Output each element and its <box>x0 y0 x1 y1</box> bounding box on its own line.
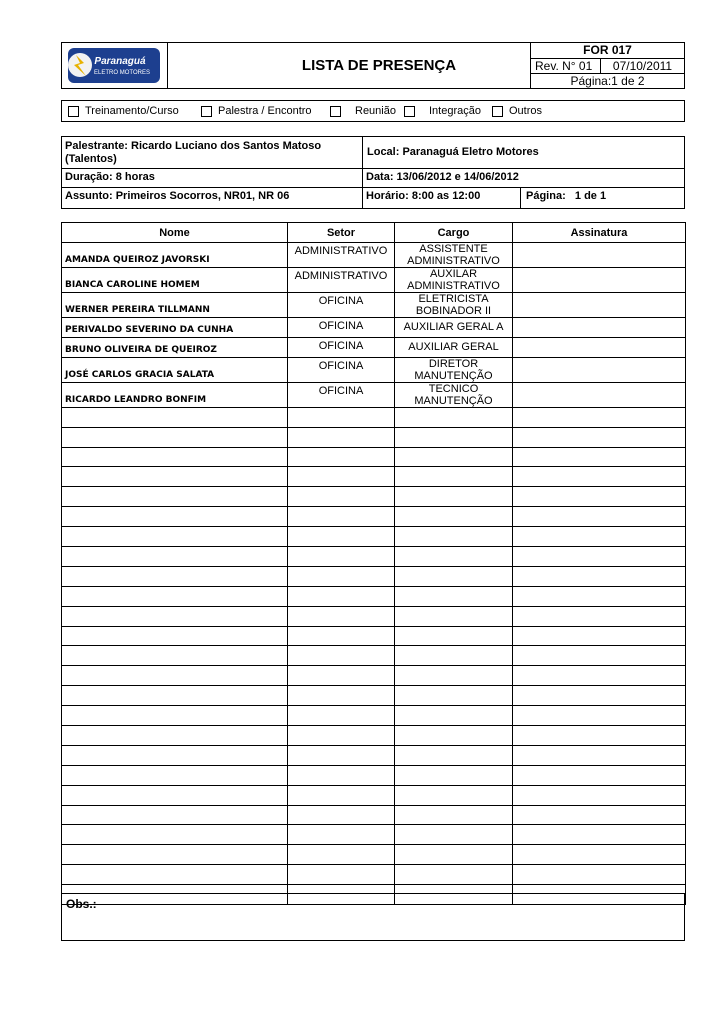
table-row <box>62 566 686 586</box>
signature-cell[interactable] <box>513 467 686 487</box>
checkbox-label: Integração <box>429 105 481 117</box>
empty-sector-cell[interactable] <box>288 686 395 706</box>
empty-name-cell[interactable] <box>62 785 288 805</box>
signature-cell[interactable] <box>513 447 686 467</box>
empty-role-cell[interactable] <box>395 606 513 626</box>
checkbox-box[interactable] <box>404 106 415 117</box>
empty-role-cell[interactable] <box>395 785 513 805</box>
empty-name-cell[interactable] <box>62 825 288 845</box>
table-row <box>62 382 686 407</box>
empty-role-cell[interactable] <box>395 865 513 885</box>
empty-name-cell[interactable] <box>62 547 288 567</box>
attendee-sector: OFICINA <box>288 337 395 357</box>
signature-cell[interactable] <box>513 726 686 746</box>
signature-cell[interactable] <box>513 865 686 885</box>
info-page-field <box>521 188 684 208</box>
checkbox-reuniao[interactable] <box>330 105 396 117</box>
table-row <box>62 487 686 507</box>
attendee-role: DIRETOR MANUTENÇÃO <box>395 357 513 382</box>
checkbox-box[interactable] <box>330 106 341 117</box>
header-nome: Nome <box>62 223 288 243</box>
empty-role-cell[interactable] <box>395 745 513 765</box>
empty-sector-cell[interactable] <box>288 547 395 567</box>
empty-role-cell[interactable] <box>395 825 513 845</box>
empty-sector-cell[interactable] <box>288 666 395 686</box>
location-field: Local: Paranaguá Eletro Motores <box>363 137 684 169</box>
table-row <box>62 243 686 268</box>
empty-role-cell[interactable] <box>395 547 513 567</box>
checkbox-box[interactable] <box>201 106 212 117</box>
table-row <box>62 606 686 626</box>
attendee-role: AUXILIAR GERAL <box>395 337 513 357</box>
checkbox-outros[interactable] <box>492 105 542 117</box>
empty-name-cell[interactable] <box>62 527 288 547</box>
signature-cell[interactable] <box>513 293 686 318</box>
empty-role-cell[interactable] <box>395 487 513 507</box>
table-row <box>62 805 686 825</box>
checkbox-label: Palestra / Encontro <box>218 105 312 117</box>
header-assinatura: Assinatura <box>513 223 686 243</box>
signature-cell[interactable] <box>513 566 686 586</box>
table-row <box>62 586 686 606</box>
table-row <box>62 527 686 547</box>
table-row <box>62 666 686 686</box>
duration-field: Duração: 8 horas <box>62 169 363 188</box>
table-row <box>62 865 686 885</box>
revision-number: Rev. N° 01 <box>530 58 600 73</box>
table-row <box>62 745 686 765</box>
table-row <box>62 646 686 666</box>
signature-cell[interactable] <box>513 686 686 706</box>
observations-label: Obs.: <box>66 897 97 911</box>
empty-role-cell[interactable] <box>395 765 513 785</box>
empty-role-cell[interactable] <box>395 845 513 865</box>
signature-cell[interactable] <box>513 507 686 527</box>
schedule-field: Horário: 8:00 as 12:00 <box>363 188 521 208</box>
empty-role-cell[interactable] <box>395 686 513 706</box>
empty-role-cell[interactable] <box>395 586 513 606</box>
empty-sector-cell[interactable] <box>288 825 395 845</box>
table-row <box>62 825 686 845</box>
category-checkbox-row <box>61 100 685 122</box>
logo-text-top: Paranaguá <box>94 56 146 67</box>
empty-name-cell[interactable] <box>62 467 288 487</box>
attendance-table <box>61 222 686 905</box>
empty-role-cell[interactable] <box>395 626 513 646</box>
empty-role-cell[interactable] <box>395 407 513 427</box>
signature-cell[interactable] <box>513 666 686 686</box>
signature-cell[interactable] <box>513 243 686 268</box>
empty-name-cell[interactable] <box>62 626 288 646</box>
attendee-sector: ADMINISTRATIVO <box>288 268 395 293</box>
revision-date: 07/10/2011 <box>600 58 684 73</box>
speaker-field: Palestrante: Ricardo Luciano dos Santos Matoso (Talentos) <box>62 137 363 169</box>
empty-role-cell[interactable] <box>395 805 513 825</box>
empty-sector-cell[interactable] <box>288 407 395 427</box>
empty-sector-cell[interactable] <box>288 745 395 765</box>
empty-sector-cell[interactable] <box>288 507 395 527</box>
signature-cell[interactable] <box>513 606 686 626</box>
empty-sector-cell[interactable] <box>288 427 395 447</box>
empty-role-cell[interactable] <box>395 646 513 666</box>
attendee-sector: OFICINA <box>288 382 395 407</box>
empty-sector-cell[interactable] <box>288 646 395 666</box>
attendee-name: WERNER PEREIRA TILLMANN <box>62 293 288 318</box>
empty-name-cell[interactable] <box>62 586 288 606</box>
empty-name-cell[interactable] <box>62 865 288 885</box>
checkbox-treinamento[interactable] <box>68 105 179 117</box>
table-row <box>62 467 686 487</box>
checkbox-label: Reunião <box>355 105 396 117</box>
empty-name-cell[interactable] <box>62 686 288 706</box>
table-row <box>62 845 686 865</box>
empty-sector-cell[interactable] <box>288 805 395 825</box>
document-title: LISTA DE PRESENÇA <box>301 57 457 74</box>
table-row <box>62 447 686 467</box>
checkbox-label: Treinamento/Curso <box>85 105 179 117</box>
table-row <box>62 427 686 447</box>
empty-name-cell[interactable] <box>62 507 288 527</box>
attendee-name: BIANCA CAROLINE HOMEM <box>62 268 288 293</box>
table-row <box>62 337 686 357</box>
empty-role-cell[interactable] <box>395 447 513 467</box>
info-page-label: Página: <box>526 190 566 202</box>
empty-name-cell[interactable] <box>62 765 288 785</box>
empty-name-cell[interactable] <box>62 706 288 726</box>
table-row <box>62 706 686 726</box>
empty-name-cell[interactable] <box>62 566 288 586</box>
empty-role-cell[interactable] <box>395 706 513 726</box>
table-row <box>62 507 686 527</box>
attendee-sector: ADMINISTRATIVO <box>288 243 395 268</box>
signature-cell[interactable] <box>513 547 686 567</box>
empty-name-cell[interactable] <box>62 646 288 666</box>
signature-cell[interactable] <box>513 745 686 765</box>
signature-cell[interactable] <box>513 706 686 726</box>
empty-role-cell[interactable] <box>395 467 513 487</box>
empty-name-cell[interactable] <box>62 845 288 865</box>
info-page-value: 1 de 1 <box>574 190 607 202</box>
empty-sector-cell[interactable] <box>288 706 395 726</box>
empty-sector-cell[interactable] <box>288 726 395 746</box>
empty-name-cell[interactable] <box>62 487 288 507</box>
signature-cell[interactable] <box>513 268 686 293</box>
empty-sector-cell[interactable] <box>288 626 395 646</box>
table-row <box>62 407 686 427</box>
empty-sector-cell[interactable] <box>288 865 395 885</box>
signature-cell[interactable] <box>513 586 686 606</box>
form-meta <box>535 43 684 88</box>
attendee-role: ASSISTENTE ADMINISTRATIVO <box>395 243 513 268</box>
attendee-role: TECNICO MANUTENÇÃO <box>395 382 513 407</box>
signature-cell[interactable] <box>513 527 686 547</box>
page-number: Página:1 de 2 <box>530 73 684 88</box>
signature-cell[interactable] <box>513 337 686 357</box>
attendee-sector: OFICINA <box>288 318 395 338</box>
table-row <box>62 268 686 293</box>
empty-name-cell[interactable] <box>62 447 288 467</box>
table-row <box>62 357 686 382</box>
empty-sector-cell[interactable] <box>288 845 395 865</box>
empty-role-cell[interactable] <box>395 507 513 527</box>
checkbox-box[interactable] <box>68 106 79 117</box>
attendee-role: AUXILIAR GERAL A <box>395 318 513 338</box>
empty-name-cell[interactable] <box>62 427 288 447</box>
empty-sector-cell[interactable] <box>288 606 395 626</box>
empty-sector-cell[interactable] <box>288 467 395 487</box>
empty-name-cell[interactable] <box>62 726 288 746</box>
signature-cell[interactable] <box>513 487 686 507</box>
attendee-role: ELETRICISTA BOBINADOR II <box>395 293 513 318</box>
empty-sector-cell[interactable] <box>288 566 395 586</box>
empty-sector-cell[interactable] <box>288 785 395 805</box>
signature-cell[interactable] <box>513 357 686 382</box>
checkbox-integracao[interactable] <box>404 105 481 117</box>
attendee-name: BRUNO OLIVEIRA DE QUEIROZ <box>62 337 288 357</box>
attendee-name: RICARDO LEANDRO BONFIM <box>62 382 288 407</box>
signature-cell[interactable] <box>513 805 686 825</box>
table-row <box>62 318 686 338</box>
table-row <box>62 726 686 746</box>
table-row <box>62 785 686 805</box>
table-header-row <box>62 223 686 243</box>
empty-name-cell[interactable] <box>62 407 288 427</box>
date-field: Data: 13/06/2012 e 14/06/2012 <box>363 169 684 188</box>
empty-sector-cell[interactable] <box>288 447 395 467</box>
signature-cell[interactable] <box>513 318 686 338</box>
signature-cell[interactable] <box>513 765 686 785</box>
signature-cell[interactable] <box>513 845 686 865</box>
table-row <box>62 686 686 706</box>
empty-role-cell[interactable] <box>395 726 513 746</box>
signature-cell[interactable] <box>513 382 686 407</box>
attendee-role: AUXILAR ADMINISTRATIVO <box>395 268 513 293</box>
checkbox-palestra[interactable] <box>201 105 312 117</box>
table-row <box>62 547 686 567</box>
empty-role-cell[interactable] <box>395 427 513 447</box>
table-row <box>62 293 686 318</box>
signature-cell[interactable] <box>513 785 686 805</box>
subject-field: Assunto: Primeiros Socorros, NR01, NR 06 <box>62 188 363 208</box>
observations-box[interactable] <box>61 893 685 941</box>
empty-name-cell[interactable] <box>62 745 288 765</box>
checkbox-label: Outros <box>509 105 543 117</box>
signature-cell[interactable] <box>513 646 686 666</box>
checkbox-box[interactable] <box>492 106 503 117</box>
empty-name-cell[interactable] <box>62 805 288 825</box>
form-header <box>61 42 685 89</box>
empty-sector-cell[interactable] <box>288 487 395 507</box>
attendee-name: PERIVALDO SEVERINO DA CUNHA <box>62 318 288 338</box>
attendee-name: JOSÉ CARLOS GRACIA SALATA <box>62 357 288 382</box>
empty-sector-cell[interactable] <box>288 765 395 785</box>
table-row <box>62 765 686 785</box>
form-code: FOR 017 <box>530 43 684 58</box>
empty-role-cell[interactable] <box>395 566 513 586</box>
attendee-sector: OFICINA <box>288 293 395 318</box>
empty-name-cell[interactable] <box>62 606 288 626</box>
event-info <box>61 136 685 209</box>
signature-cell[interactable] <box>513 626 686 646</box>
company-logo <box>62 43 168 88</box>
signature-cell[interactable] <box>513 427 686 447</box>
attendee-name: AMANDA QUEIROZ JAVORSKI <box>62 243 288 268</box>
logo-text-bottom: ELETRO MOTORES <box>94 70 150 76</box>
empty-role-cell[interactable] <box>395 527 513 547</box>
empty-role-cell[interactable] <box>395 666 513 686</box>
signature-cell[interactable] <box>513 407 686 427</box>
header-setor: Setor <box>288 223 395 243</box>
attendee-sector: OFICINA <box>288 357 395 382</box>
empty-name-cell[interactable] <box>62 666 288 686</box>
table-row <box>62 626 686 646</box>
empty-sector-cell[interactable] <box>288 586 395 606</box>
empty-sector-cell[interactable] <box>288 527 395 547</box>
signature-cell[interactable] <box>513 825 686 845</box>
header-cargo: Cargo <box>395 223 513 243</box>
